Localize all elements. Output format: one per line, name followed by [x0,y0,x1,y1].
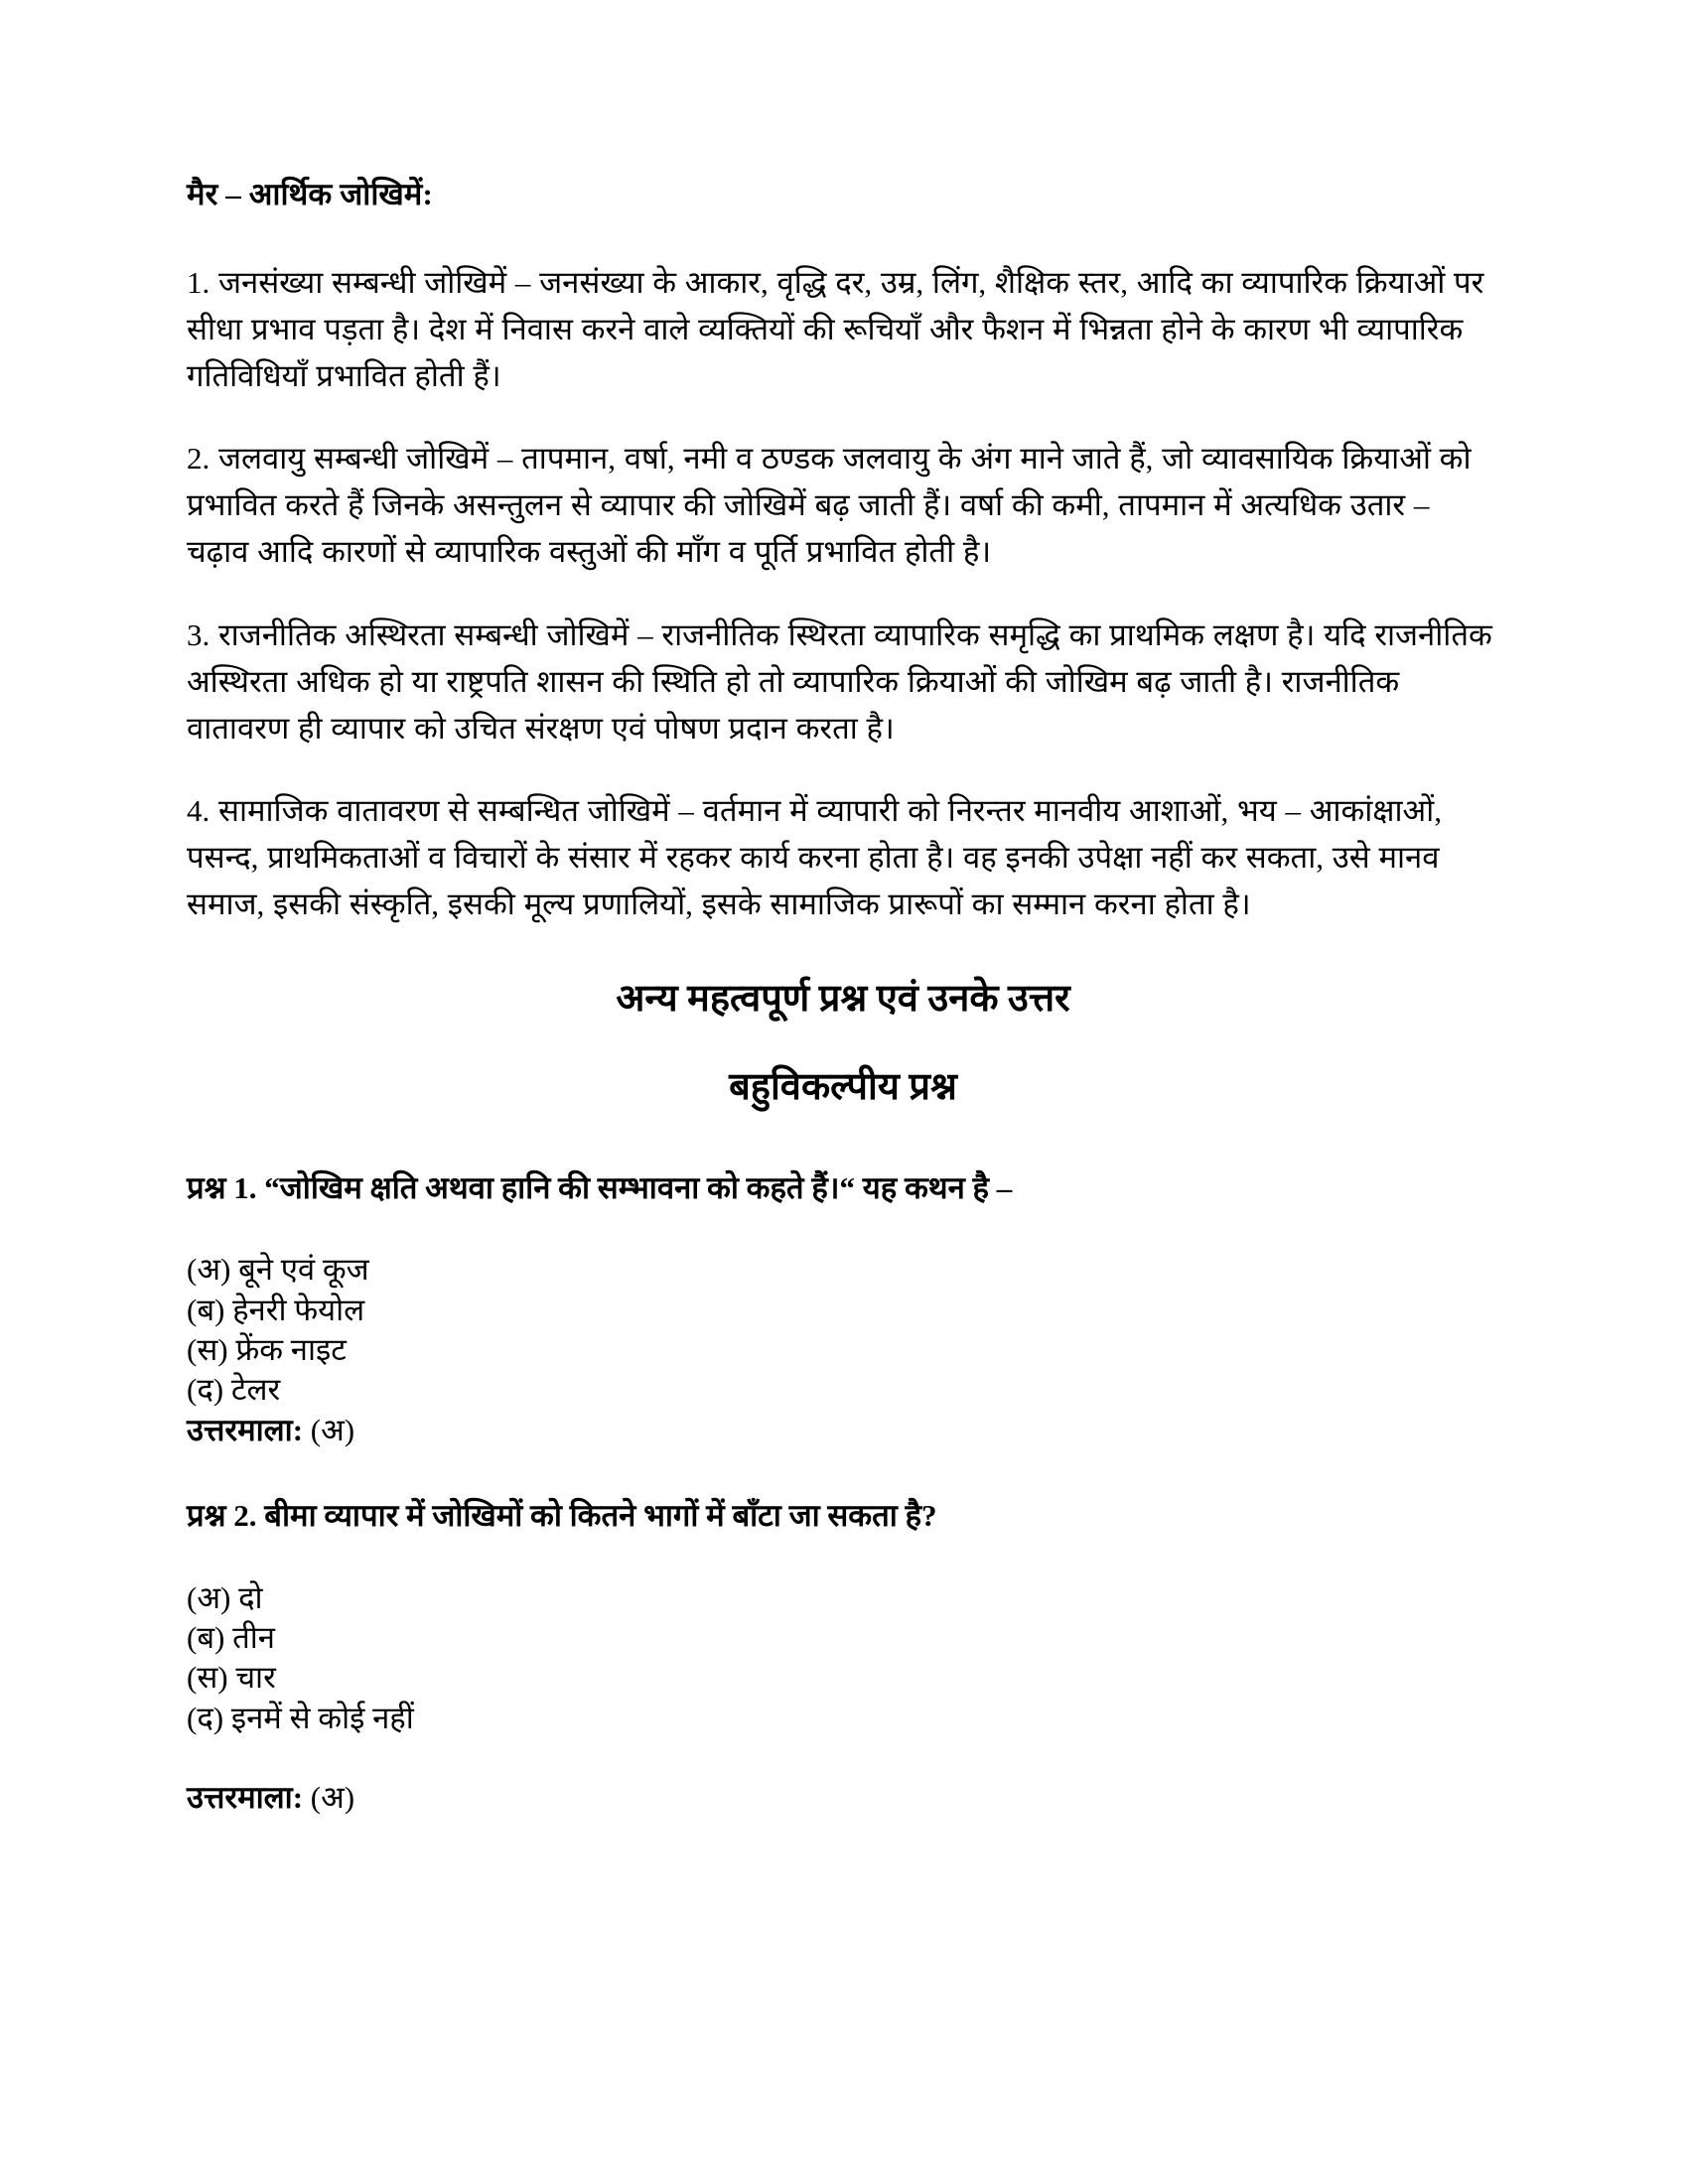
subsection-heading: बहुविकल्पीय प्रश्न [729,1066,957,1109]
question-block-2 [187,1494,1499,1818]
question-block-1 [187,1166,1499,1450]
answer-value: (अ) [310,1780,355,1816]
question-1-options [187,1250,1499,1410]
question-2-answer [187,1778,1499,1818]
question-2-options [187,1578,1499,1738]
answer-label: उत्तरमाला: [187,1780,304,1816]
paragraph-3: 3. राजनीतिक अस्थिरता सम्बन्धी जोखिमें – राजनीतिक स्थिरता व्यापारिक समृद्धि का प्राथमिक लक्षण है। यदि राजनीतिक अस्थिरता अधिक हो या राष्ट्रपति शासन की स्थिति हो तो व्यापारिक क्रियाओं की जोखिम बढ़ जाती है। राजनीतिक वातावरण ही व्यापार को उचित संरक्षण एवं पोषण प्रदान करता है। [187,616,1492,746]
option-b: (ब) तीन [187,1620,276,1656]
question-1-text: प्रश्न 1. “जोखिम क्षति अथवा हानि की सम्भावना को कहते हैं।“ यह कथन है – [187,1169,1013,1205]
option-a: (अ) बूने एवं कूज [187,1252,369,1288]
option-c: (स) फ्रेंक नाइट [187,1332,347,1368]
option-c: (स) चार [187,1660,276,1696]
option-d: (द) इनमें से कोई नहीं [187,1700,414,1735]
paragraph-1: 1. जनसंख्या सम्बन्धी जोखिमें – जनसंख्या के आकार, वृद्धि दर, उम्र, लिंग, शैक्षिक स्तर, आदि का व्यापारिक क्रियाओं पर सीधा प्रभाव पड़ता है। देश में निवास करने वाले व्यक्तियों की रूचियाँ और फैशन में भिन्नता होने के कारण भी व्यापारिक गतिविधियाँ प्रभावित होती हैं। [187,264,1484,394]
option-b: (ब) हेनरी फेयोल [187,1292,365,1327]
paragraph-2: 2. जलवायु सम्बन्धी जोखिमें – तापमान, वर्षा, नमी व ठण्डक जलवायु के अंग माने जाते हैं, जो व्यावसायिक क्रियाओं को प्रभावित करते हैं जिनके असन्तुलन से व्यापार की जोखिमें बढ़ जाती हैं। वर्षा की कमी, तापमान में अत्यधिक उतार – चढ़ाव आदि कारणों से व्यापारिक वस्तुओं की माँग व पूर्ति प्रभावित होती है। [187,441,1472,570]
section-heading: अन्य महत्वपूर्ण प्रश्न एवं उनके उत्तर [616,978,1070,1021]
question-spacer [187,1450,1499,1494]
paragraph-4: 4. सामाजिक वातावरण से सम्बन्धित जोखिमें – वर्तमान में व्यापारी को निरन्तर मानवीय आशाओं, भय – आकांक्षाओं, पसन्द, प्राथमिकताओं व विचारों के संसार में रहकर कार्य करना होता है। वह इनकी उपेक्षा नहीं कर सकता, उसे मानव समाज, इसकी संस्कृति, इसकी मूल्य प्रणालियों, इसके सामाजिक प्रारूपों का सम्मान करना होता है। [187,792,1442,922]
question-2-text: प्रश्न 2. बीमा व्यापार में जोखिमों को कितने भागों में बाँटा जा सकता है? [187,1497,937,1533]
answer-label: उत्तरमाला: [187,1412,304,1447]
question-1-answer [187,1411,1499,1450]
option-a: (अ) दो [187,1579,263,1615]
answer-value: (अ) [310,1412,355,1447]
option-d: (द) टेलर [187,1372,281,1408]
page-title: मैर – आर्थिक जोखिमें: [187,177,433,211]
